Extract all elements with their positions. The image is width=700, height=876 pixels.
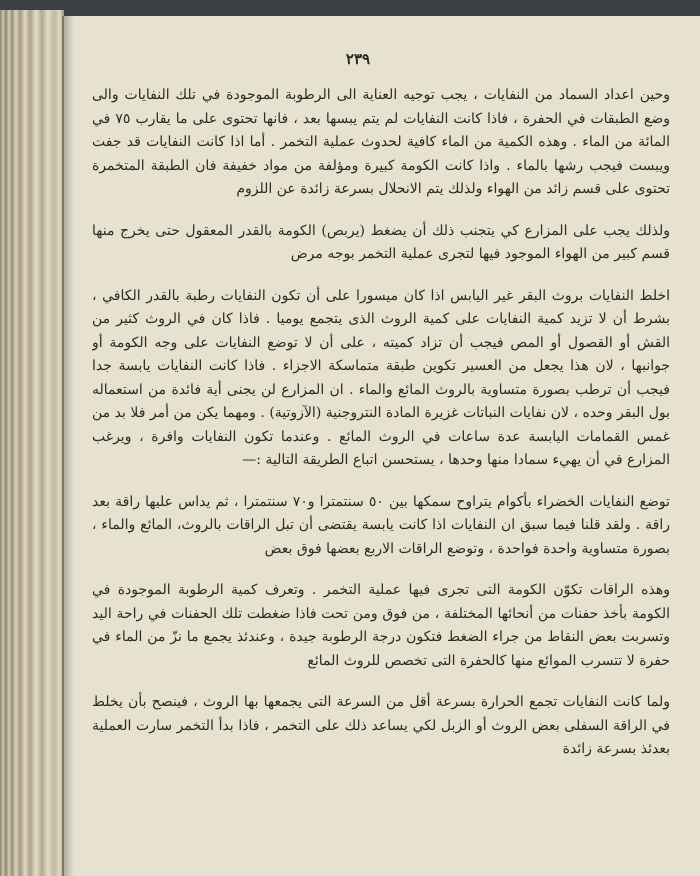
paragraph-4: توضع النفايات الخضراء بأكوام يتراوح سمكها بين ٥٠ سنتمترا و٧٠ سنتمترا ، ثم يداس عليها راقة بعد راقة . ولقد قلنا فيما سبق ان النفايات اذا كانت يابسة يقتضى أن تبل الراقات بالروث، المائع والماء ، بصورة متساوية واحدة فواحدة ، وتوضع الراقات الاربع بعضها فوق بعض [92,493,670,557]
page-text [92,84,670,864]
page-number: ٢٣٩ [345,50,371,68]
page-stack-edge [0,10,64,876]
paragraph-2: ولذلك يجب على المزارع كي يتجنب ذلك أن يضغط (يربص) الكومة بالقدر المعقول حتى يخرج منها قسم كبير من الهواء الموجود فيها لتجرى عملية التخمر بوجه مرض [92,222,670,262]
paragraph-1: وحين اعداد السماد من النفايات ، يجب توجيه العناية الى الرطوبة الموجودة في تلك النفايات والى وضع الطبقات في الحفرة ، فاذا كانت النفايات لم يتم يبسها بعد ، فانها تحتوى على ما يقارب ٧٥ في المائة من الماء . وهذه الكمية من الماء كافية لحدوث عملية التخمر . أما اذا كانت النفايات قد جفت ويبست فيجب رشها بالماء . واذا كانت الكومة كبيرة ومؤلفة من مواد خفيفة فان الطبقة المتخمرة تحتوى على قسم زائد من الهواء ولذلك يتم الانحلال بسرعة زائدة عن اللزوم [92,87,670,197]
paragraph-3: اخلط النفايات بروث البقر غير اليابس اذا كان ميسورا على أن تكون النفايات رطبة بالقدر الكافي ، بشرط أن لا تزيد كمية النفايات على كمية الروث الذى يتجمع يوميا . فاذا كان في الروث كثير من القش أو القصول أو المص فيجب أن تزاد كميته ، على أن لا توضع النفايات على وجه الكومة أو جوانبها ، لان هذا يجعل من العسير تكوين طبقة متماسكة الاجزاء . فاذا كانت النفايات يابسة جدا فيجب أن ترطب بصورة متساوية بالروث المائع والماء . ان المزارع لن يجنى أية فائدة من استعماله بول البقر وحده ، لان نفايات النباتات غزيرة المادة النتروجنية (الآزوتية) . ومهما يكن من أمر فلا بد من غمس القمامات اليابسة عدة ساعات في الروث المائع . وعندما تكون النفايات وافرة ، ويرغب المزارع في أن يهيء سمادا منها وحدها ، يستحسن اتباع الطريقة التالية :— [92,287,670,468]
paragraph-6: ولما كانت النفايات تجمع الحرارة بسرعة أقل من السرعة التى يجمعها بها الروث ، فينصح بأن يخلط في الراقة السفلى بعض الروث أو الزبل لكي يساعد ذلك على التخمر ، فاذا بدأ التخمر سارت العملية بعدئذ بسرعة زائدة [92,694,670,757]
book-cover-edge [0,0,700,16]
paragraph-5: وهذه الراقات تكوّن الكومة التى تجرى فيها عملية التخمر . وتعرف كمية الرطوبة الموجودة في الكومة بأخذ حفنات من أنحائها المختلفة ، من فوق ومن تحت فاذا ضغطت تلك الحفنات في راحة اليد وتسربت بعض النقاط من جراء الضغط فتكون درجة الرطوبة جيدة ، وعندئذ يجمع ما نزّ من الماء في حفرة لا تتسرب الموائع منها كالحفرة التى تخصص للروث المائع [92,582,670,669]
gutter-shadow [62,16,74,876]
